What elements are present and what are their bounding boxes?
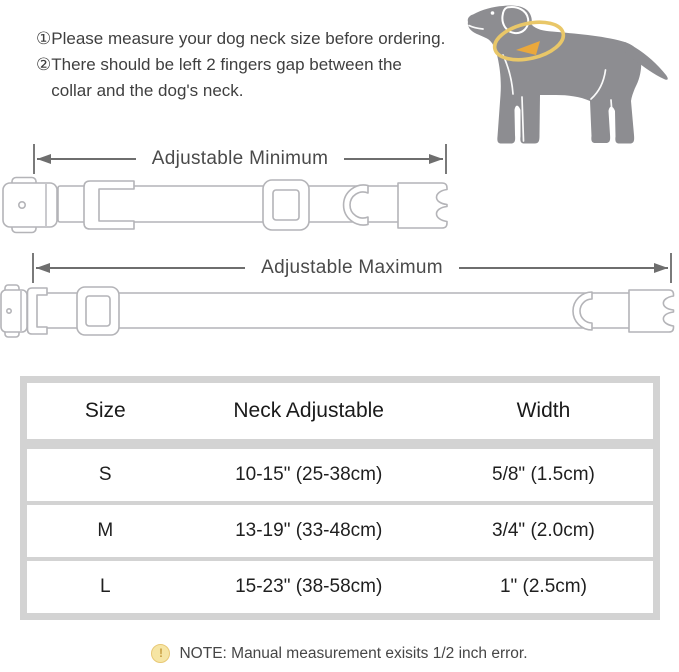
arrowhead-left-icon [36,263,50,273]
instruction-2 [36,52,445,104]
cell-width: 5/8" (1.5cm) [492,464,595,485]
collar-minimum-diagram [0,170,450,240]
arrowhead-left-icon [37,154,51,164]
dimension-line-right [344,158,443,160]
dimension-line-right [459,267,668,269]
instruction-1-number: ① [36,29,52,48]
arrowhead-right-icon [429,154,443,164]
dimension-line-left [37,158,136,160]
instruction-1 [36,26,445,52]
size-table-header-row [27,383,653,439]
slider-adjuster-inner [273,190,299,220]
buckle-hole [7,309,11,313]
table-row [27,505,653,557]
side-release-buckle [398,183,447,228]
dimension-line-left [36,267,245,269]
dog-eye [491,11,495,15]
cell-neck: 10-15" (25-38cm) [235,464,383,485]
slider-adjuster-inner [86,296,110,326]
cell-width: 3/4" (2.0cm) [492,520,595,541]
cell-size: L [99,576,111,597]
instruction-1-text: Please measure your dog neck size before ordering. [51,29,446,48]
dimension-maximum-label: Adjustable Maximum [261,257,443,278]
header-size: Size [84,399,126,422]
measuring-instructions [36,26,445,104]
cell-size: S [98,464,112,485]
cell-width: 1" (2.5cm) [499,576,587,597]
metal-buckle [3,183,57,227]
cell-size: M [97,520,114,541]
header-neck-adjustable: Neck Adjustable [233,399,384,422]
table-row [27,449,653,501]
dimension-minimum-label: Adjustable Minimum [151,148,329,169]
dog-silhouette-illustration [452,0,679,158]
collar-maximum-diagram [0,276,679,340]
side-release-buckle [629,290,674,332]
cell-neck: 13-19" (33-48cm) [235,520,383,541]
header-width: Width [516,399,571,422]
size-table [20,376,660,620]
instruction-2-text: There should be left 2 fingers gap between the collar and the dog's neck. [51,55,402,100]
dog-ear-shape [502,7,528,33]
instruction-2-number: ② [36,55,52,74]
measurement-note [0,644,679,663]
buckle-hole [19,202,25,208]
warning-icon: ! [151,644,170,663]
metal-buckle [1,290,27,332]
cell-neck: 15-23" (38-58cm) [235,576,383,597]
arrowhead-right-icon [654,263,668,273]
table-row [27,561,653,613]
note-text: NOTE: Manual measurement exisits 1/2 inch error. [179,644,528,662]
